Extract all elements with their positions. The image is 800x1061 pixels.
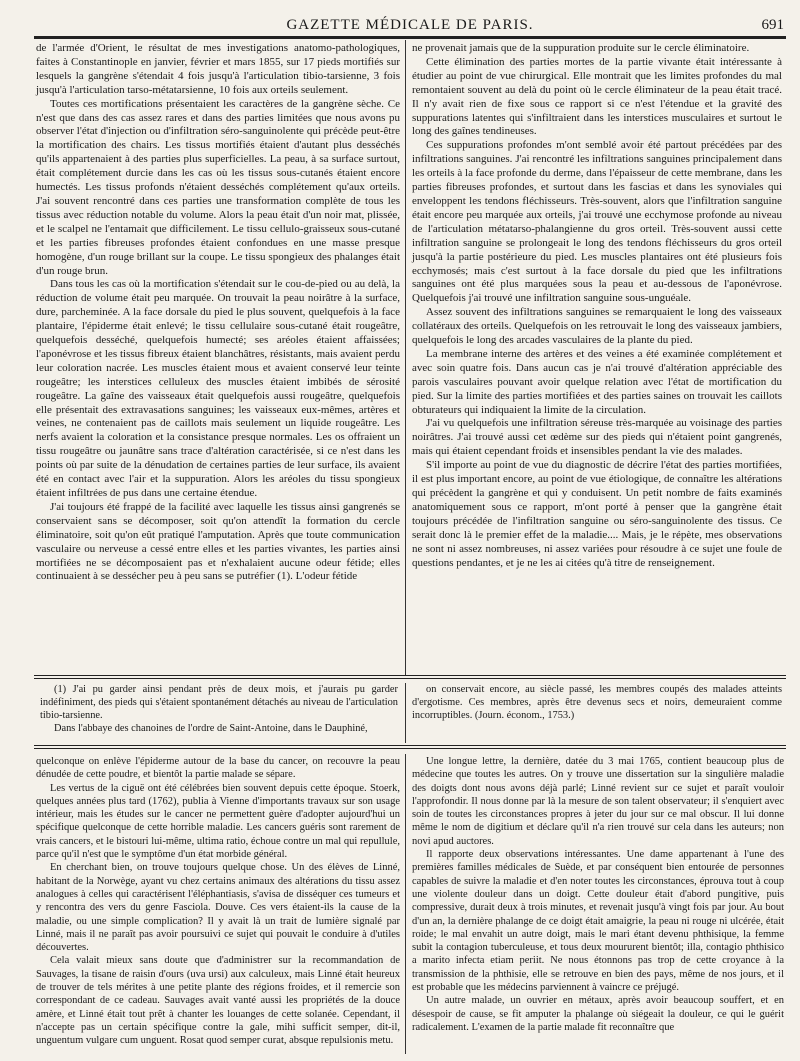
page-header [34,8,786,38]
footnote-right [412,683,782,722]
footnote-rule [34,678,786,679]
footnote-left [40,683,398,735]
column-divider [405,40,406,676]
paragraph: Les vertus de la ciguë ont été célébrées bien souvent depuis cette époque. Stoerk, quelques années plus tard (1762), publia à Vienne d'importants travaux sur son usage intérieur, mais les études sur le cancer ne permettent guère d'adopter aujourd'hui un spécifique quelconque de cette horrible maladie. Les cancers guéris sont rarement de vrais cancers, et le bistouri lui-même, ultima ratio, échoue contre un mal qui repullule, parce qu'il n'est que le symptôme d'un état morbide général. [36,782,400,861]
journal-title: GAZETTE MÉDICALE DE PARIS. [286,17,534,33]
feuilleton-column-right [412,755,784,1034]
footnote-text: Dans l'abbaye des chanoines de l'ordre de Saint-Antoine, dans le Dauphiné, [54,723,368,734]
feuilleton-column-left [36,755,400,1048]
section-rule [34,748,786,749]
paragraph: Toutes ces mortifications présentaient les caractères de la gangrène sèche. Ce n'est que dans des cas assez rares et dans des parties limitées que nous avons pu observer l'état d'injection ou d'infiltration séro-sanguinolente qui précède peut-être la mortification des chairs. Les tissus mortifiés étaient d'autant plus desséchés qu'ils appartenaient à des parties plus superficielles. La peau, à sa surface surtout, était complétement durcie dans les cas où les tissus sous-cutanés étaient encore humectés. Les tissus profonds n'étaient desséchés complétement qu'aux orteils. J'ai souvent rencontré dans ces parties une transformation complète de tous les tissus avec réduction notable du volume. Alors la peau était d'un noir mat, plissée, et le scalpel ne l'entamait que difficilement. Le tissu cellulo-graisseux sous-cutané et les parties fibreuses profondes étaient confondues en une masse presque homogène, d'un rouge brillant sur la coupe. Le tissu spongieux des phalanges était d'un rouge brun. [36,97,400,277]
paragraph: de l'armée d'Orient, le résultat de mes investigations anatomo-pathologiques, faites à Constantinople en janvier, février et mars 1855, sur 17 pieds mortifiés sur lesquels la gangrène s'étendait 4 fois jusqu'à l'articulation tibio-tarsienne, 3 fois jusqu'à l'articulation tarso-métatarsienne, 10 fois aux orteils seulement. [36,42,400,96]
paragraph: Un autre malade, un ouvrier en métaux, après avoir beaucoup souffert, et en désespoir de cause, se fit amputer la phalange où siégeait la douleur, ce qui le guérit radicalement. L'examen de la partie malade fit reconnaître que [412,995,784,1033]
column-divider-bottom [405,754,406,1054]
section-rule [34,745,786,746]
paragraph: J'ai vu quelquefois une infiltration séreuse très-marquée au voisinage des parties noirâtres. J'ai trouvé aussi cet œdème sur des pieds qui n'étaient point gangrenés, mais qui étaient cependant froids et insensibles pendant la vie des malades. [412,417,782,458]
paragraph: J'ai toujours été frappé de la facilité avec laquelle les tissus ainsi gangrenés se conservaient sans se décomposer, soit qu'on attendît la formation du cercle éliminatoire, soit qu'on eût pratiqué l'amputation. Après que toute communication vasculaire ou nerveuse a cessé entre elles et les parties vivantes, les parties ainsi mortifiées ne se décomposaient pas et n'exhalaient aucune odeur fétide; elles continuaient à se dessécher peu à peu sans se putréfier (1). L'odeur fétide [36,500,400,583]
footnote-text: (1) J'ai pu garder ainsi pendant près de deux mois, et j'aurais pu garder indéfiniment, des pieds qui s'étaient spontanément détachés au niveau de l'articulation tibio-tarsienne. [40,684,398,721]
paragraph: ne provenait jamais que de la suppuration produite sur le cercle éliminatoire. [412,42,750,54]
paragraph: quelconque on enlève l'épiderme autour de la base du cancer, on recouvre la peau dénudée de cette poudre, et bientôt la partie malade se sépare. [36,756,400,781]
footnote-divider [405,683,406,743]
paragraph: La membrane interne des artères et des veines a été examinée complétement et avec soin quatre fois. Dans aucun cas je n'ai trouvé d'altération appréciable des parois vasculaires pouvant avoir quelque relation avec l'état de mortification du pied. Sur la limite des parties mortifiées et des parties saines on trouvait les caillots obturateurs qui indiquaient la limite de la circulation. [412,347,782,416]
article-column-left [36,42,400,584]
paragraph: S'il importe au point de vue du diagnostic de décrire l'état des parties mortifiées, il est plus important encore, au point de vue étiologique, de connaître les altérations qui précèdent la gangrène et qui y conduisent. Un petit nombre de faits examinés anatomiquement sous ce rapport, m'ont porté à penser que la gangrène était toujours précédée de l'infiltration sanguine ou séro-sanguinolente des tissus. Ce serait donc là le premier effet de la maladie.... Mais, je le répète, mes observations ne sont ni assez nombreuses, ni assez variées pour résoudre à ce sujet une foule de questions pendantes, et je ne les ai citées qu'à titre de renseignement. [412,459,782,569]
article-column-right [412,42,782,570]
paragraph: Assez souvent des infiltrations sanguines se remarquaient le long des vaisseaux collatéraux des orteils. Quelquefois on les retrouvait le long des vaisseaux jambiers, quelquefois le long des arcades vasculaires de la plante du pied. [412,306,782,347]
header-rule [34,38,786,39]
page-number: 691 [761,17,784,33]
paragraph: Cela valait mieux sans doute que d'administrer sur la recommandation de Sauvages, la tisane de raisin d'ours (uva ursi) aux calculeux, mais Linné était heureux de trouver de tels mérites à une petite plante des régions froides, et il remercie son correspondant de ce cadeau. Sauvages avait vanté aussi les propriétés de la douce amère, et Linné était tout prêt à chanter les louanges de cette solanée. Cependant, il n'accepte pas un certain spécifique contre la gale, mihi sufficit semper, dit-il, unguentum vulgare cum unguent. Rosat quod semper curat, absque repulsionis metu. [36,955,400,1047]
paragraph: Une longue lettre, la dernière, datée du 3 mai 1765, contient beaucoup plus de médecine que toutes les autres. On y trouve une dissertation sur la singulière maladie des doigts dont nous avons déjà parlé; Linné revient sur ce sujet et paraît vouloir l'approfondir. Il nous donne par là la mesure de son talent observateur; il s'enquiert avec soin de toutes les circonstances propres à jeter du jour sur ce mal obscur. Il lui donne même le nom de digitium et déclare qu'il n'a rien trouvé sur cela dans les auteurs; non novi apud auctores. [412,756,784,847]
paragraph: Cette élimination des parties mortes de la partie vivante était intéressante à étudier au point de vue chirurgical. Elle montrait que les limites profondes du mal remontaient souvent au delà du point où le cercle éliminateur de la peau était tracé. Il n'y avait rien de fixe sous ce rapport si ce n'est l'étendue et la gravité des suppurations latentes qui s'infiltraient dans les interstices musculaires et surtout le long des gaînes tendineuses. [412,55,782,138]
footnote-rule [34,675,786,676]
paragraph: Ces suppurations profondes m'ont semblé avoir été partout précédées par des infiltrations sanguines. J'ai rencontré les infiltrations sanguines principalement dans les orteils à la face profonde du derme, dans l'épaisseur de cette membrane, dans les parties fibreuses profondes, et surtout dans les fascias et dans les synoviales qui enveloppent les tendons fléchisseurs. Très-souvent, alors que l'infiltration sanguine était encore peu marquée aux orteils, j'ai trouvé une ecchymose profonde au niveau de l'articulation métatarso-phalangienne du gros orteil. Très-souvent aussi cette infiltration sanguine se prolongeait le long des tendons fléchisseurs du gros orteil jusqu'à la partie postérieure du pied. Les muscles plantaires ont été plusieurs fois ecchymosés; mais c'est surtout à la face dorsale du pied que les infiltrations sanguines ont été plus marquées sous la peau et au-dessous de l'aponévrose. Quelquefois j'ai trouvé une infiltration sanguine sous-unguéale. [412,139,782,305]
paragraph: En cherchant bien, on trouve toujours quelque chose. Un des élèves de Linné, habitant de la Norwège, ayant vu chez certains animaux des altérations du tissu assez analogues à celles qui caractérisent l'éléphantiasis, s'avisa de disséquer ces tumeurs et y rencontra des vers du genre Fasciola. Douve. Ces vers étaient-ils la cause de la maladie, ou une simple complication? Il y avait là un trait de lumière signalé par Linné, mais il ne paraît pas avoir poursuivi ce sujet qui pouvait le conduire à d'utiles découvertes. [36,862,400,954]
footnote-text: on conservait encore, au siècle passé, les membres coupés des malades atteints d'ergotisme. Ces membres, après être devenus secs et noirs, demeuraient comme incorruptibles. (Journ. économ., 1753.) [412,684,782,721]
paragraph: Dans tous les cas où la mortification s'étendait sur le cou-de-pied ou au delà, la réduction de volume était peu marquée. On trouvait la peau noirâtre à la surface, dure, parcheminée. A la face dorsale du pied le plus souvent, quelquefois à la face plantaire, l'épiderme était enlevé; le tissu cellulaire sous-cutané était rougeâtre, quelquefois desséché, quelquefois humecté; ses aréoles étaient affaissées; l'aponévrose et les tissus fibreux étaient blanchâtres, résistants, mais avaient perdu leur coloration nacrée. Les muscles étaient mous et avaient conservé leur teinte rougeâtre; les interstices celluleux des muscles étaient imbibés de sérosité rougeâtre. La gaîne des vaisseaux était quelquefois aussi rougeâtre, quelquefois elle présentait des extravasations sanguines; les vaisseaux eux-mêmes, artères et veines, ne contenaient pas de caillots mais seulement un liquide rougeâtre. Les nerfs avaient la coloration et la consistance presque normales. Les os offraient un tissu rougeâtre ou jaunâtre sans trace d'altération caractérisée, si ce n'est dans les points où par suite de la dénudation de certaines parties de leur surface, ils avaient été en contact avec l'air et la suppuration. Alors les aréoles du tissu spongieux étaient infiltrées de pus dans une certaine étendue. [36,278,400,499]
paragraph: Il rapporte deux observations intéressantes. Une dame appartenant à l'une des premières familles médicales de Suède, et par conséquent bien entourée de personnes capables de suivre la maladie et d'en noter toutes les circonstances, éprouva tout à coup une violente douleur dans un doigt. Cette douleur était d'abord pungitive, puis compressive, durait deux à trois minutes, et revenait jusqu'à vingt fois par jour. Au bout d'un an, la dernière phalange de ce doigt était amaigrie, la peau ni rouge ni ulcérée, était roide; le mal envahit un autre doigt, mais le mari étant devenu phthisique, la femme subit la contagion tuberculeuse, et tous deux moururent bientôt; illa, contagio phthisico a marito infecta etiam periit. Ne nous étonnons pas trop de cette croyance à la transmission de la phthisie, elle se retrouve en bien des pays, même de nos jours, et il est probable que les médecins parviennent à vaincre ce préjugé. [412,849,784,994]
